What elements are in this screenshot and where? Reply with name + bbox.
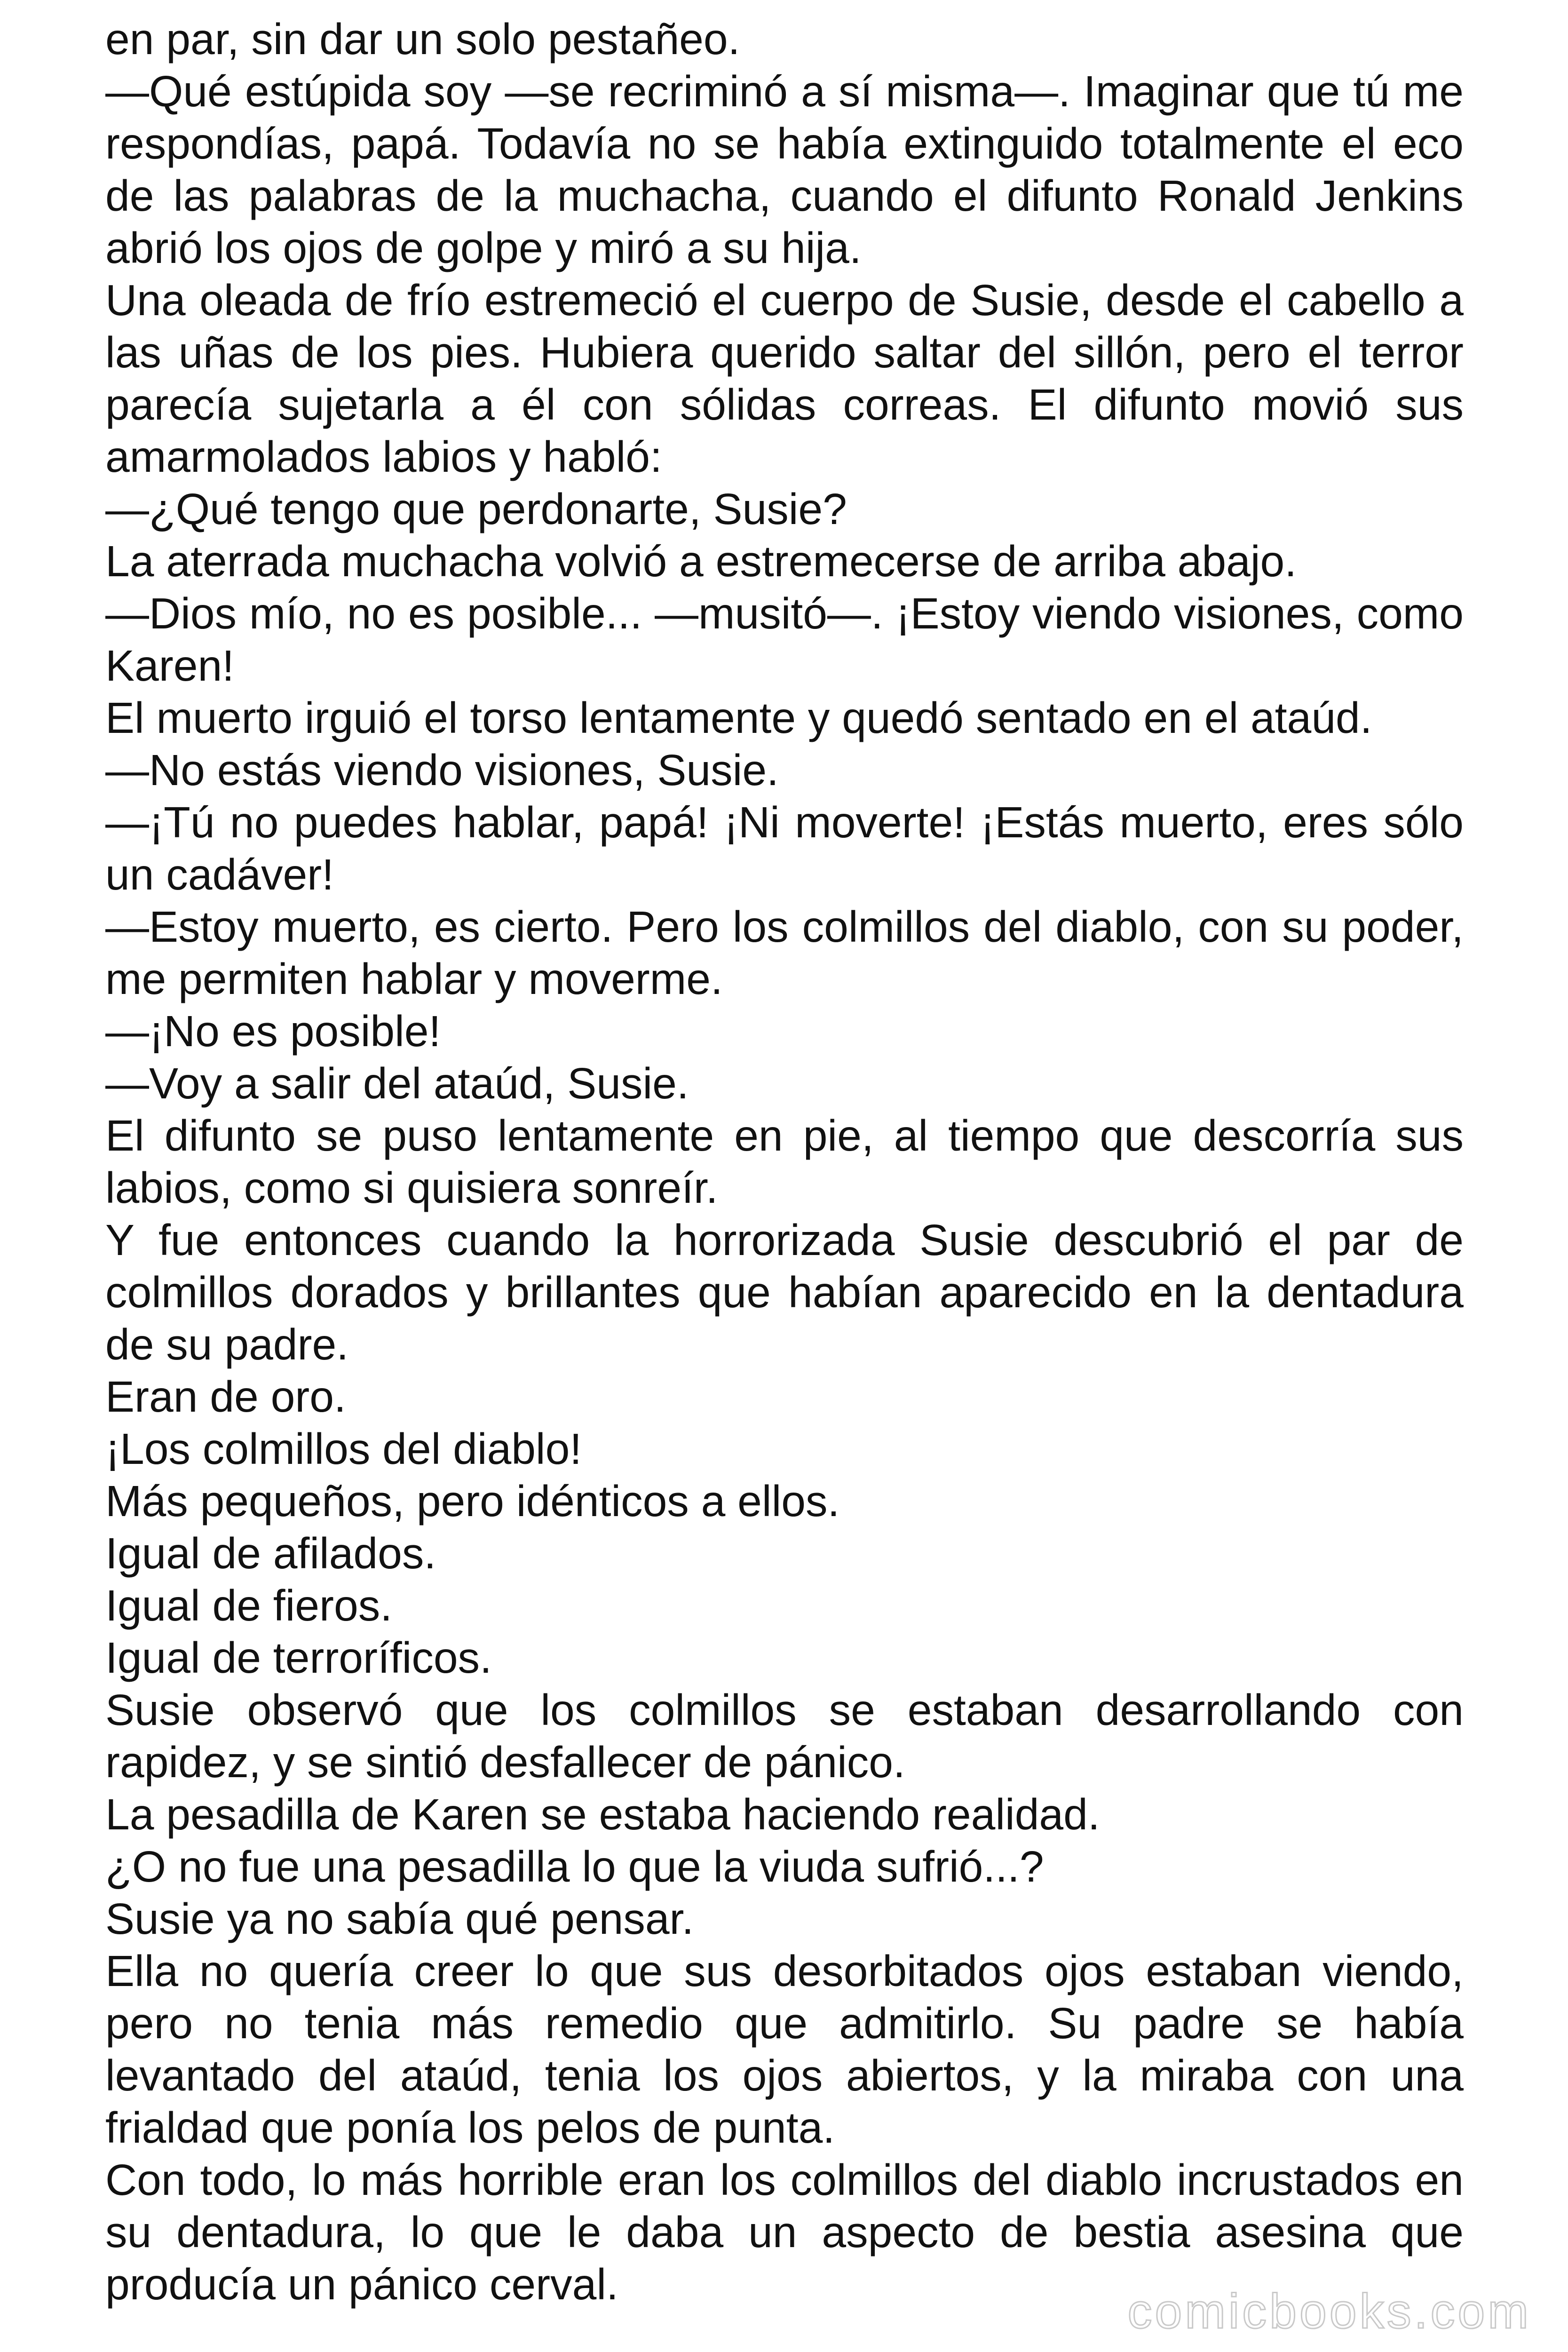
paragraph: Una oleada de frío estremeció el cuerpo de Susie, desde el cabello a las uñas de los pies. Hubiera querido saltar del sillón, pero el terror parecía sujetarla a él con sólidas correas. El difunto movió sus amarmolados labios y habló:	[105, 276, 1464, 481]
document-page	[105, 13, 1464, 2311]
paragraph: El muerto irguió el torso lentamente y quedó sentado en el ataúd.	[105, 693, 1372, 742]
paragraph: Y fue entonces cuando la horrorizada Susie descubrió el par de colmillos dorados y brillantes que habían aparecido en la dentadura de su padre.	[105, 1216, 1464, 1369]
paragraph: —No estás viendo visiones, Susie.	[105, 746, 779, 795]
paragraph: Igual de terroríficos.	[105, 1633, 492, 1682]
paragraph: —Estoy muerto, es cierto. Pero los colmillos del diablo, con su poder, me permiten hablar y moverme.	[105, 902, 1464, 1003]
paragraph: —Dios mío, no es posible... —musitó—. ¡Estoy viendo visiones, como Karen!	[105, 589, 1464, 690]
paragraph: Igual de afilados.	[105, 1529, 436, 1578]
paragraph: Con todo, lo más horrible eran los colmillos del diablo incrustados en su dentadura, lo que le daba un aspecto de bestia asesina que producía un pánico cerval.	[105, 2155, 1464, 2309]
paragraph: —¿Qué tengo que perdonarte, Susie?	[105, 485, 847, 533]
paragraph: —¡No es posible!	[105, 1007, 441, 1056]
watermark-text: comicbooks.com	[1127, 2284, 1531, 2339]
paragraph: El difunto se puso lentamente en pie, al tiempo que descorría sus labios, como si quisiera sonreír.	[105, 1111, 1464, 1212]
paragraph: —Voy a salir del ataúd, Susie.	[105, 1059, 689, 1108]
paragraph: Más pequeños, pero idénticos a ellos.	[105, 1477, 840, 1526]
paragraph: La pesadilla de Karen se estaba haciendo realidad.	[105, 1790, 1100, 1839]
paragraph: Susie ya no sabía qué pensar.	[105, 1894, 694, 1943]
paragraph: Eran de oro.	[105, 1372, 346, 1421]
paragraph: La aterrada muchacha volvió a estremecerse de arriba abajo.	[105, 537, 1297, 586]
paragraph: Ella no quería creer lo que sus desorbitados ojos estaban viendo, pero no tenia más remedio que admitirlo. Su padre se había levantado del ataúd, tenia los ojos abiertos, y la miraba con una frialdad que ponía los pelos de punta.	[105, 1947, 1464, 2152]
paragraph: ¿O no fue una pesadilla lo que la viuda sufrió...?	[105, 1842, 1044, 1891]
paragraph: —¡Tú no puedes hablar, papá! ¡Ni moverte! ¡Estás muerto, eres sólo un cadáver!	[105, 798, 1464, 899]
paragraph: Susie observó que los colmillos se estaban desarrollando con rapidez, y se sintió desfallecer de pánico.	[105, 1685, 1464, 1787]
paragraph: Igual de fieros.	[105, 1581, 393, 1630]
paragraph: en par, sin dar un solo pestañeo.	[105, 15, 740, 64]
paragraph: ¡Los colmillos del diablo!	[105, 1424, 582, 1473]
paragraph: —Qué estúpida soy —se recriminó a sí misma—. Imaginar que tú me respondías, papá. Todavía no se había extinguido totalmente el eco de las palabras de la muchacha, cuando el difunto Ronald Jenkins abrió los ojos de golpe y miró a su hija.	[105, 67, 1464, 272]
